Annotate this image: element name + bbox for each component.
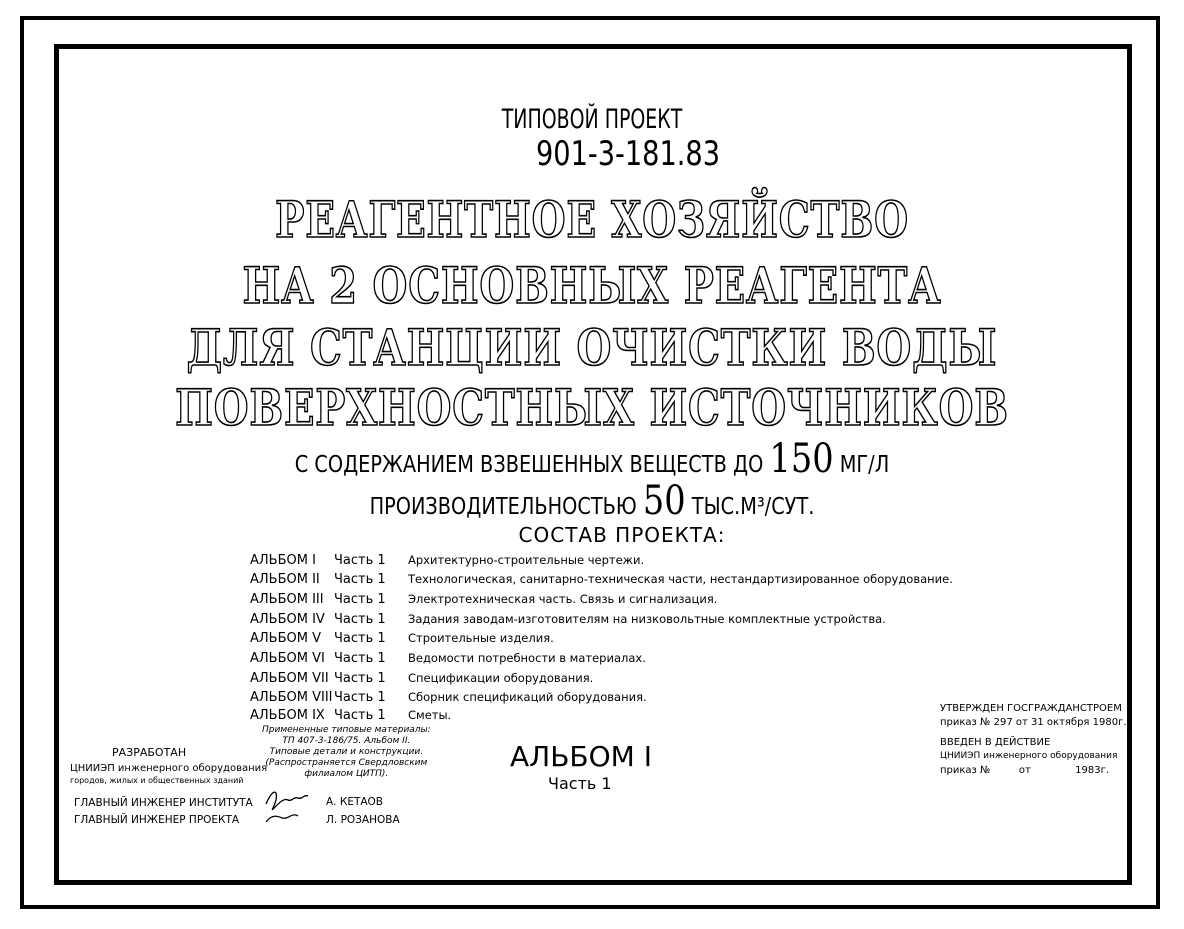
album-label: АЛЬБОМ I: [510, 740, 652, 773]
applied-materials-note: [262, 725, 431, 780]
album-row-part: Часть 1: [334, 708, 386, 723]
album-row-desc: Спецификации оборудования.: [408, 671, 594, 685]
album-part-label: Часть 1: [548, 774, 612, 793]
album-row-album: АЛЬБОМ VIII: [250, 690, 333, 705]
subtitle-2-value: 50: [642, 478, 686, 524]
album-row-album: АЛЬБОМ III: [250, 592, 324, 607]
composition-heading: СОСТАВ ПРОЕКТА:: [518, 523, 726, 547]
album-row-album: АЛЬБОМ IX: [250, 708, 325, 723]
chief-engineer-project-name: Л. РОЗАНОВА: [326, 814, 400, 826]
developer-org-2: городов, жилых и общественных зданий: [70, 776, 244, 785]
subtitle-2-text: ПРОИЗВОДИТЕЛЬНОСТЬЮ: [369, 494, 637, 520]
album-row-part: Часть 1: [334, 631, 386, 646]
project-type-label: ТИПОВОЙ ПРОЕКТ: [501, 104, 683, 135]
project-number: 901-3-181.83: [535, 134, 721, 174]
signature-1-icon: [262, 786, 310, 826]
album-row-desc: Электротехническая часть. Связь и сигнализация.: [408, 592, 718, 606]
album-row-part: Часть 1: [334, 572, 386, 587]
approval-line-3: ВВЕДЕН В ДЕЙСТВИЕ: [940, 737, 1051, 748]
title-line-3: ДЛЯ СТАНЦИИ ОЧИСТКИ ВОДЫ: [186, 318, 998, 377]
chief-engineer-institute-name: А. КЕТАОВ: [326, 796, 384, 808]
album-row-desc: Сметы.: [408, 708, 452, 722]
album-row-part: Часть 1: [334, 592, 386, 607]
album-row-album: АЛЬБОМ VII: [250, 671, 329, 686]
developer-org: ЦНИИЭП инженерного оборудования: [70, 763, 268, 774]
album-row-desc: Строительные изделия.: [408, 631, 554, 645]
album-row-part: Часть 1: [334, 553, 386, 568]
subtitle-line-1: [95, 436, 1090, 482]
developer-label: РАЗРАБОТАН: [112, 746, 187, 759]
approval-line-1: УТВЕРЖДЕН ГОСГРАЖДАНСТРОЕМ: [940, 703, 1122, 714]
album-row-desc: Ведомости потребности в материалах.: [408, 651, 646, 665]
subtitle-1-unit: МГ/Л: [839, 452, 890, 478]
album-row-album: АЛЬБОМ I: [250, 553, 316, 568]
album-row-desc: Архитектурно-строительные чертежи.: [408, 553, 645, 567]
album-row-album: АЛЬБОМ IV: [250, 612, 325, 627]
album-row-album: АЛЬБОМ V: [250, 631, 321, 646]
album-row-desc: Технологическая, санитарно-техническая части, нестандартизированное оборудование.: [408, 572, 953, 586]
album-row-album: АЛЬБОМ II: [250, 572, 320, 587]
note-line: Типовые детали и конструкции.: [269, 747, 424, 757]
title-line-1: РЕАГЕНТНОЕ ХОЗЯЙСТВО: [275, 190, 909, 249]
album-row-desc: Задания заводам-изготовителям на низковольтные комплектные устройства.: [408, 612, 886, 626]
subtitle-1-text: С СОДЕРЖАНИЕМ ВЗВЕШЕННЫХ ВЕЩЕСТВ ДО: [294, 452, 764, 478]
album-row-part: Часть 1: [334, 651, 386, 666]
subtitle-1-value: 150: [769, 436, 834, 482]
approval-line-5: [940, 765, 1109, 776]
approval-order-label: приказ №: [940, 765, 991, 776]
subtitle-2-unit: ТЫС.М³/СУТ.: [691, 494, 815, 520]
chief-engineer-institute-role: ГЛАВНЫЙ ИНЖЕНЕР ИНСТИТУТА: [74, 797, 253, 809]
album-row-part: Часть 1: [334, 690, 386, 705]
title-line-2: НА 2 ОСНОВНЫХ РЕАГЕНТА: [242, 256, 942, 315]
album-row-desc: Сборник спецификаций оборудования.: [408, 690, 647, 704]
approval-line-4: ЦНИИЭП инженерного оборудования: [940, 751, 1118, 761]
note-line: филиалом ЦИТП).: [304, 769, 389, 779]
title-line-4: ПОВЕРХНОСТНЫХ ИСТОЧНИКОВ: [175, 378, 1009, 437]
note-line: Примененные типовые материалы:: [262, 725, 431, 735]
approval-year: 1983г.: [1075, 765, 1110, 776]
approval-line-2: приказ № 297 от 31 октября 1980г.: [940, 717, 1127, 728]
album-row-part: Часть 1: [334, 671, 386, 686]
note-line: ТП 407-3-186/75. Альбом II.: [282, 736, 411, 746]
subtitle-line-2: [95, 478, 1090, 524]
approval-from-label: от: [1018, 765, 1031, 776]
note-line: (Распространяется Свердловским: [265, 758, 428, 768]
chief-engineer-project-role: ГЛАВНЫЙ ИНЖЕНЕР ПРОЕКТА: [74, 814, 240, 826]
album-row-album: АЛЬБОМ VI: [250, 651, 325, 666]
album-row-part: Часть 1: [334, 612, 386, 627]
